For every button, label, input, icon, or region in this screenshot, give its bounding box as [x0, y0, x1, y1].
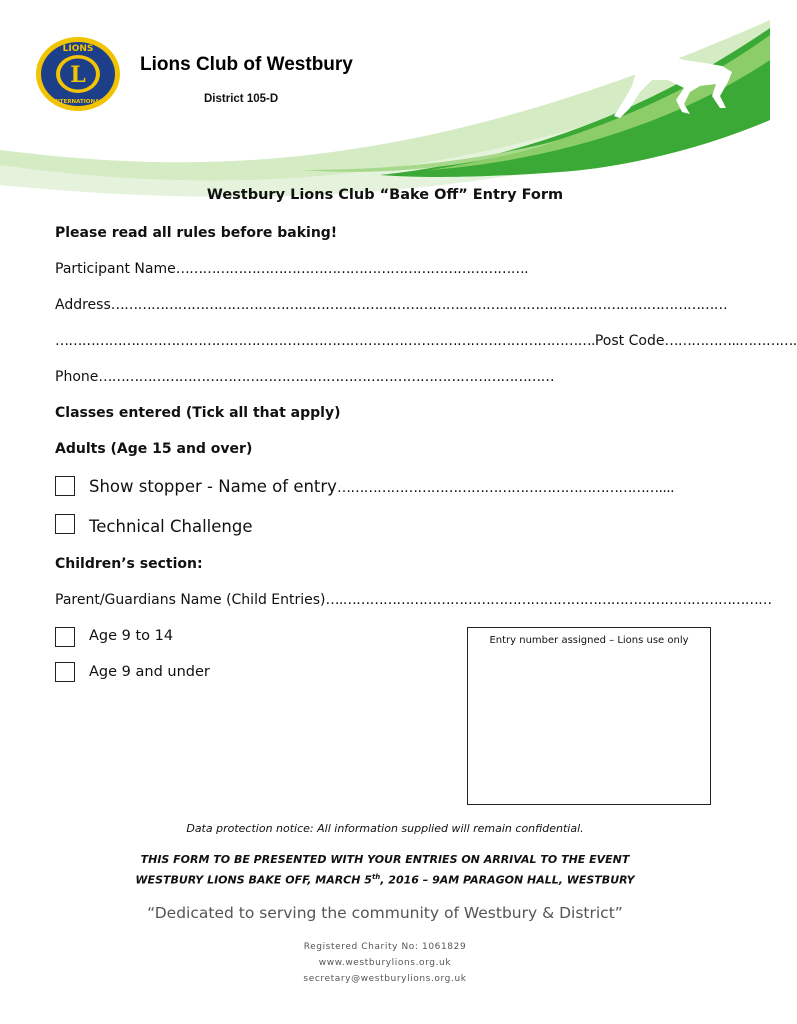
address-field[interactable]: [55, 297, 727, 313]
website-link[interactable]: www.westburylions.org.uk: [318, 958, 452, 968]
present-form-line2: [0, 873, 770, 887]
phone-dots: …………………………………………………………………………………………: [98, 369, 554, 385]
logo-text-bottom: INTERNATIONAL: [53, 99, 103, 105]
address-dots: …………………………………………………………………………………………………………………………: [110, 297, 728, 313]
charity-number: Registered Charity No: 1061829: [303, 942, 467, 952]
postcode-label: Post Code: [594, 333, 665, 349]
entry-number-box: [467, 627, 711, 805]
entry-number-label: Entry number assigned – Lions use only: [489, 635, 689, 646]
age-9-under-checkbox[interactable]: [55, 662, 75, 682]
participant-name-label: Participant Name: [55, 261, 176, 277]
event-date-part1: WESTBURY LIONS BAKE OFF, MARCH 5: [135, 873, 372, 887]
address-label: Address: [55, 297, 111, 313]
phone-label: Phone: [55, 369, 99, 385]
technical-challenge-label: Technical Challenge: [89, 517, 253, 536]
data-protection-notice: Data protection notice: All information supplied will remain confidential.: [186, 822, 584, 835]
event-date-part2: , 2016 – 9AM PARAGON HALL, WESTBURY: [380, 873, 635, 887]
address-line2-dots: ………………………………………………………………………………………………………….: [55, 333, 595, 349]
rules-note: Please read all rules before baking!: [55, 225, 338, 241]
form-title: Westbury Lions Club “Bake Off” Entry Form: [206, 187, 564, 203]
address-line2-field[interactable]: [55, 333, 797, 349]
present-form-line1: THIS FORM TO BE PRESENTED WITH YOUR ENTRIES ON ARRIVAL TO THE EVENT: [140, 853, 630, 866]
participant-name-dots: …………………………………………………………………….: [175, 261, 528, 277]
district-label: District 105-D: [204, 93, 279, 105]
motto: “Dedicated to serving the community of Westbury & District”: [147, 904, 623, 922]
showstopper-option: [89, 477, 674, 496]
email-link[interactable]: secretary@westburylions.org.uk: [303, 974, 467, 984]
logo-text-top: LIONS: [62, 44, 94, 54]
showstopper-checkbox[interactable]: [55, 476, 75, 496]
guardian-name-field[interactable]: [55, 592, 772, 608]
showstopper-label: Show stopper - Name of entry: [89, 477, 337, 496]
postcode-dots: ……………..………….: [664, 333, 797, 349]
guardian-name-dots: ….……………………………………………………………………………………: [325, 592, 772, 608]
classes-heading: Classes entered (Tick all that apply): [55, 405, 341, 421]
phone-field[interactable]: [55, 369, 554, 385]
logo-letter: L: [70, 62, 86, 88]
guardian-name-label: Parent/Guardians Name (Child Entries): [55, 592, 326, 608]
participant-name-field[interactable]: [55, 261, 528, 277]
showstopper-dots: ………………………………………………………………....: [336, 480, 674, 496]
children-heading: Children’s section:: [55, 556, 203, 572]
adults-heading: Adults (Age 15 and over): [55, 441, 253, 457]
age-9-14-checkbox[interactable]: [55, 627, 75, 647]
age-9-14-label: Age 9 to 14: [89, 628, 174, 644]
event-date-suffix: th: [371, 873, 381, 881]
technical-challenge-checkbox[interactable]: [55, 514, 75, 534]
lions-club-logo: [34, 36, 122, 112]
organization-name: Lions Club of Westbury: [140, 54, 353, 75]
age-9-under-label: Age 9 and under: [89, 664, 210, 680]
